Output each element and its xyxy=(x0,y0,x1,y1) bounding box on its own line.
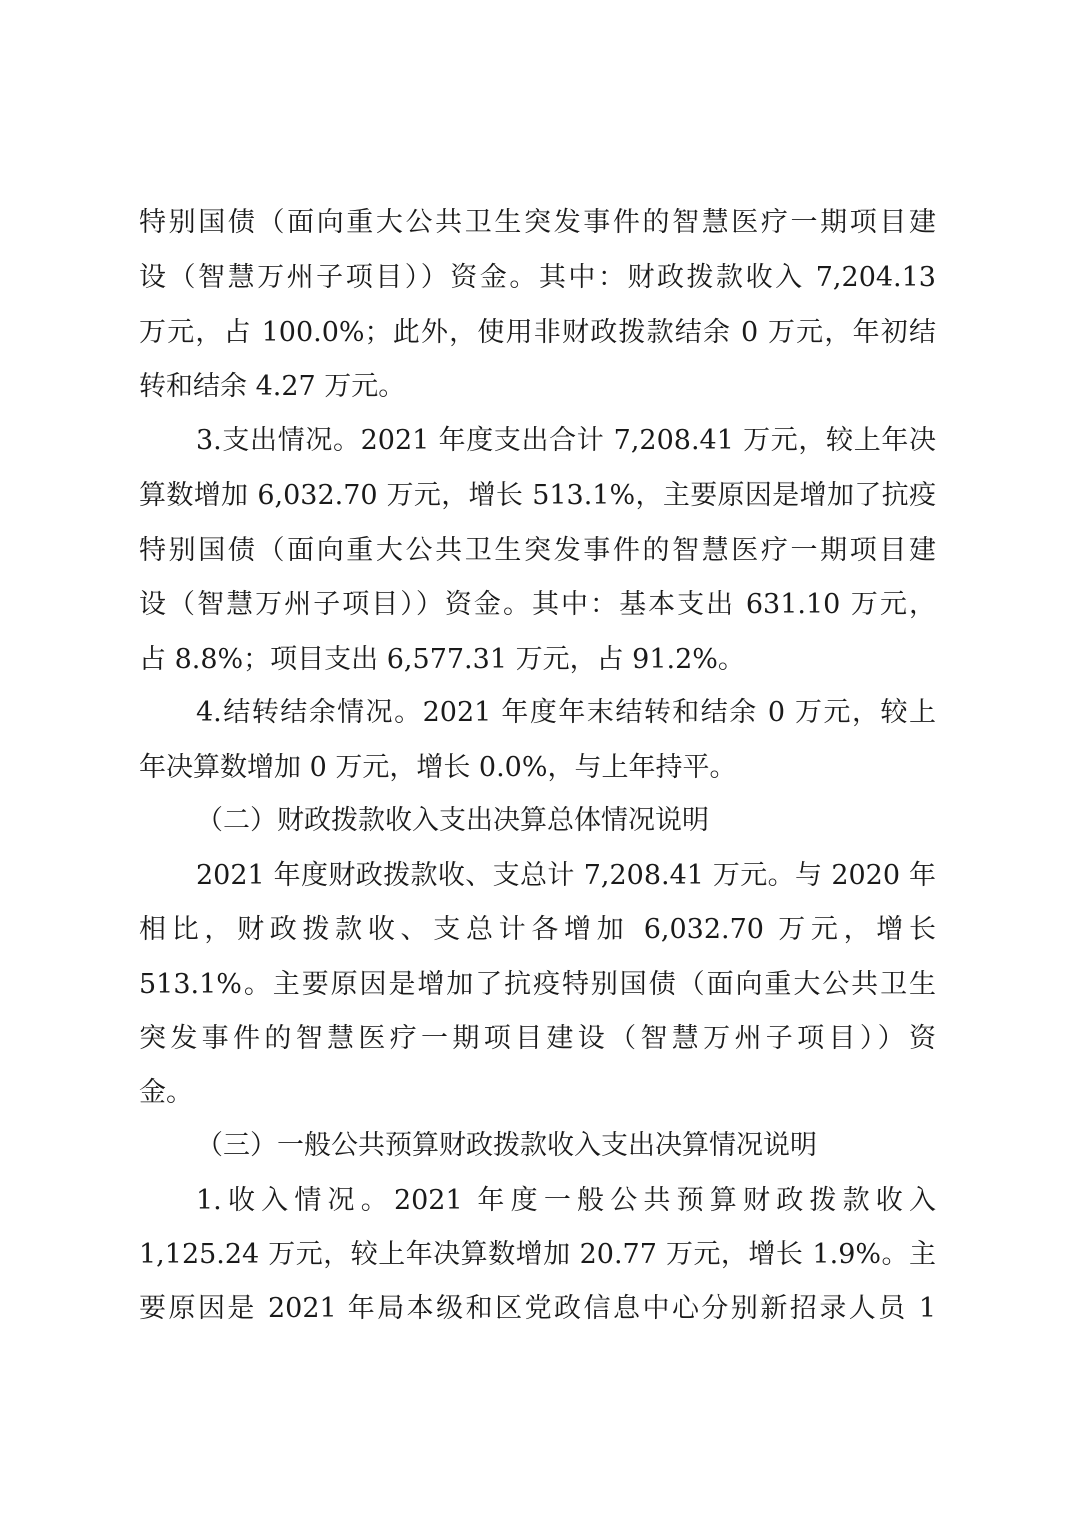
section-heading-income: 1.收入情况。2021 年度一般公共预算财政拨款收入 xyxy=(196,1185,936,1216)
body-text-line: 突发事件的智慧医疗一期项目建设（智慧万州子项目））资 xyxy=(139,1023,936,1054)
body-text-line: 算数增加 6,032.70 万元，增长 513.1%，主要原因是增加了抗疫 xyxy=(139,480,936,511)
body-text-line: 特别国债（面向重大公共卫生突发事件的智慧医疗一期项目建 xyxy=(139,207,936,238)
section-heading-carryover: 4.结转结余情况。2021 年度年末结转和结余 0 万元，较上 xyxy=(196,697,936,728)
body-text-line: 要原因是 2021 年局本级和区党政信息中心分别新招录人员 1 xyxy=(139,1293,936,1324)
body-text-line: 相比，财政拨款收、支总计各增加 6,032.70 万元，增长 xyxy=(139,914,936,945)
body-text-line: 513.1%。主要原因是增加了抗疫特别国债（面向重大公共卫生 xyxy=(139,969,936,1000)
body-text-line: 设（智慧万州子项目））资金。其中：财政拨款收入 7,204.13 xyxy=(139,262,936,293)
section-heading-fiscal-overview: （二）财政拨款收入支出决算总体情况说明 xyxy=(196,805,709,836)
section-heading-expenditure: 3.支出情况。2021 年度支出合计 7,208.41 万元，较上年决 xyxy=(196,425,936,456)
body-text-line: 特别国债（面向重大公共卫生突发事件的智慧医疗一期项目建 xyxy=(139,535,936,566)
body-text-line: 2021 年度财政拨款收、支总计 7,208.41 万元。与 2020 年 xyxy=(196,860,936,891)
body-text-line: 年决算数增加 0 万元，增长 0.0%，与上年持平。 xyxy=(139,752,737,783)
body-text-line: 占 8.8%；项目支出 6,577.31 万元，占 91.2%。 xyxy=(139,644,745,675)
body-text-line: 转和结余 4.27 万元。 xyxy=(139,371,406,402)
section-heading-general-budget: （三）一般公共预算财政拨款收入支出决算情况说明 xyxy=(196,1130,817,1161)
body-text-line: 1,125.24 万元，较上年决算数增加 20.77 万元，增长 1.9%。主 xyxy=(139,1239,936,1270)
body-text-line: 设（智慧万州子项目））资金。其中：基本支出 631.10 万元， xyxy=(139,589,936,620)
body-text-line: 万元，占 100.0%；此外，使用非财政拨款结余 0 万元，年初结 xyxy=(139,317,936,348)
body-text-line: 金。 xyxy=(139,1077,193,1108)
